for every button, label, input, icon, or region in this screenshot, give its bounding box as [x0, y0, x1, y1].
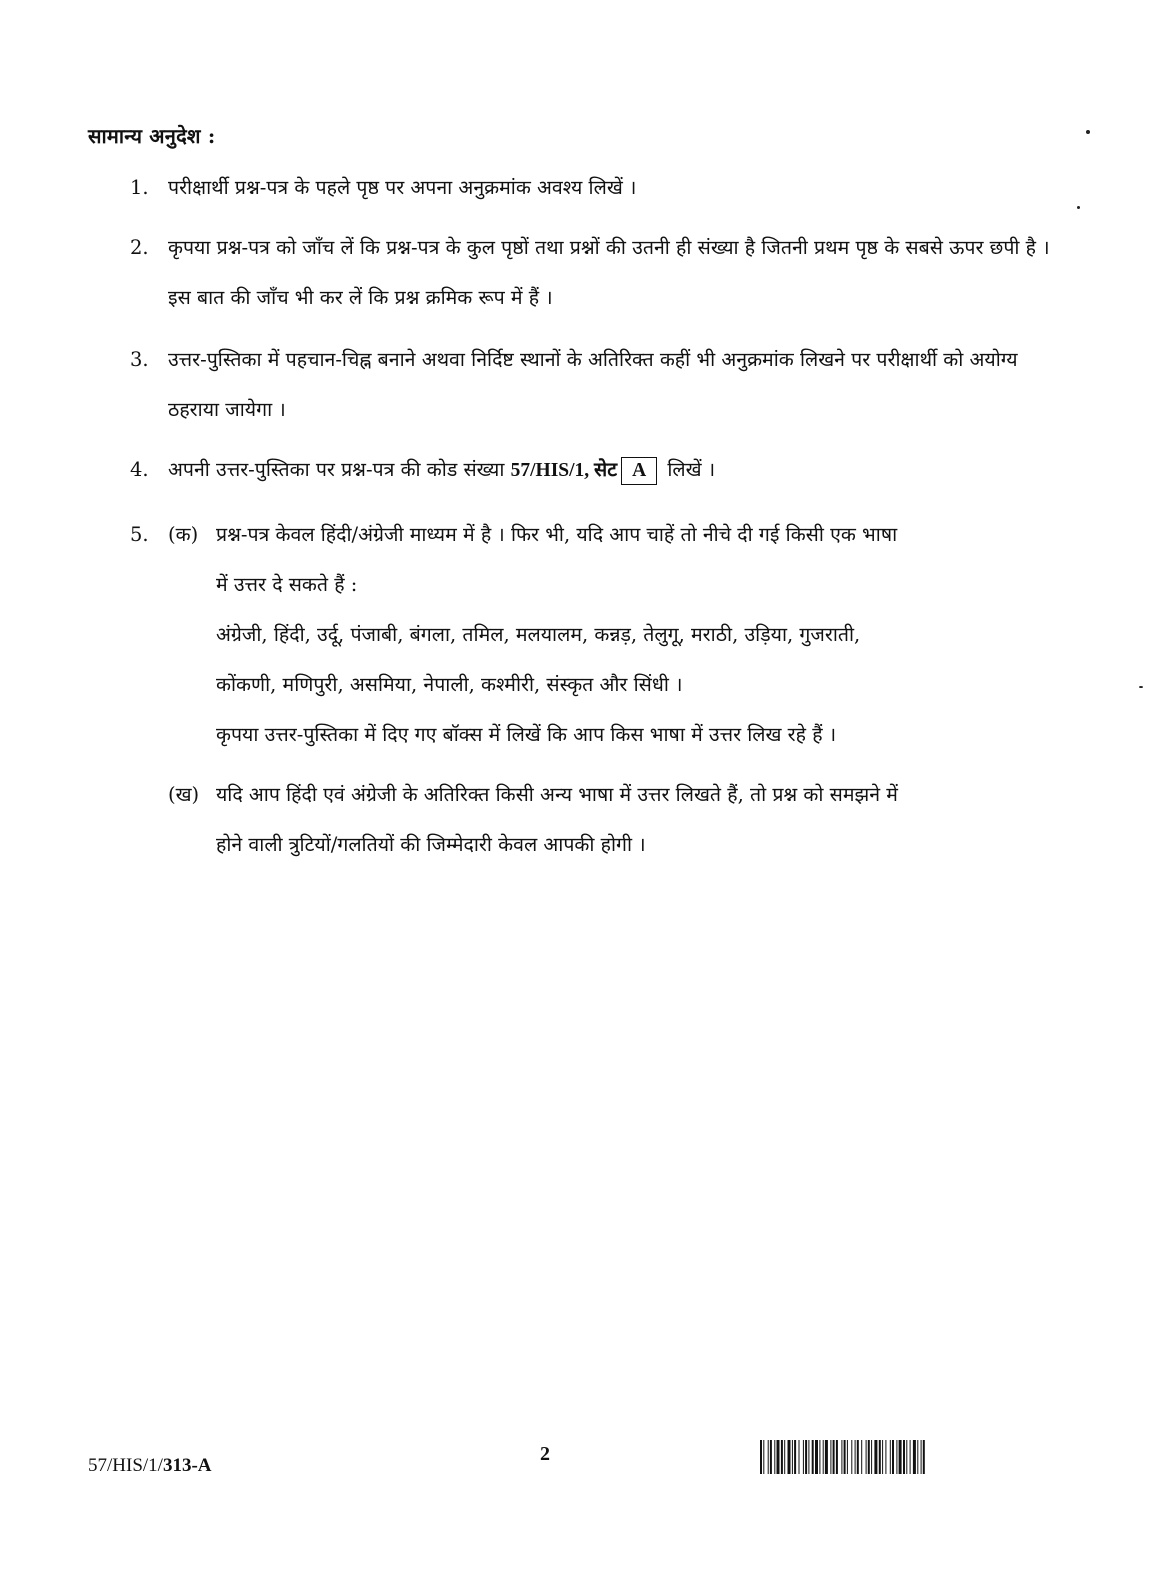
barcode-bar	[851, 1440, 852, 1474]
language-list: कोंकणी, मणिपुरी, असमिया, नेपाली, कश्मीरी, संस्कृत और सिंधी ।	[216, 673, 683, 696]
barcode-bar	[844, 1440, 846, 1474]
instruction-5-part-a	[168, 510, 1050, 760]
instruction-number: 1.	[130, 176, 149, 199]
barcode-bar	[866, 1440, 867, 1474]
barcode-bar	[879, 1440, 881, 1474]
barcode-bar	[819, 1440, 820, 1474]
barcode-bar	[792, 1440, 793, 1474]
page-number: 2	[540, 1443, 550, 1465]
barcode-bar	[841, 1440, 842, 1474]
scan-speck	[1139, 686, 1143, 688]
barcode-bar	[871, 1440, 872, 1474]
part-b-line: होने वाली त्रुटियों/गलतियों की जिम्मेदारी केवल आपकी होगी ।	[216, 833, 646, 856]
barcode-bar	[794, 1440, 796, 1474]
part-label: (ख)	[168, 783, 200, 806]
instruction-text: परीक्षार्थी प्रश्न-पत्र के पहले पृष्ठ पर अपना अनुक्रमांक अवश्य लिखें ।	[168, 176, 637, 199]
barcode-bar	[763, 1440, 764, 1474]
barcode-bar	[784, 1440, 785, 1474]
instruction-number: 3.	[130, 348, 149, 371]
barcode-bar	[899, 1440, 902, 1474]
barcode-bar	[781, 1440, 783, 1474]
barcode-bar	[903, 1440, 905, 1474]
barcode-bar	[774, 1440, 775, 1474]
barcode-bar	[857, 1440, 859, 1474]
barcode-bar	[830, 1440, 831, 1474]
barcode-bar	[825, 1440, 828, 1474]
instruction-4	[130, 445, 1050, 496]
barcode-bar	[874, 1440, 877, 1474]
part-b-line: यदि आप हिंदी एवं अंग्रेजी के अतिरिक्त किसी अन्य भाषा में उत्तर लिखते हैं, तो प्रश्न को समझने में	[216, 783, 898, 806]
barcode-bar	[760, 1440, 762, 1474]
barcode-bar	[855, 1440, 856, 1474]
scan-speck	[1086, 130, 1090, 134]
barcode-bar	[923, 1440, 925, 1474]
barcode-bar	[805, 1440, 807, 1474]
instruction-4-prefix: अपनी उत्तर-पुस्तिका पर प्रश्न-पत्र की कोड संख्या	[168, 458, 505, 481]
language-list: अंग्रेजी, हिंदी, उर्दू, पंजाबी, बंगला, तमिल, मलयालम, कन्नड़, तेलुगू, मराठी, उड़िया, गुजराती,	[216, 623, 861, 646]
barcode-bar	[890, 1440, 891, 1474]
part-a-line: प्रश्न-पत्र केवल हिंदी/अंग्रेजी माध्यम में है । फिर भी, यदि आप चाहें तो नीचे दी गई किसी एक भाषा	[216, 523, 898, 546]
barcode-bar	[788, 1440, 791, 1474]
barcode-bar	[910, 1440, 911, 1474]
paper-code-prefix: 57/HIS/1/	[88, 1455, 163, 1476]
instruction-3	[130, 335, 1050, 435]
instructions-heading: सामान्य अनुदेश :	[88, 124, 216, 148]
part-label: (क)	[168, 523, 199, 546]
instruction-5-part-b	[168, 770, 1050, 870]
barcode-bar	[812, 1440, 814, 1474]
instruction-2	[130, 223, 1050, 323]
part-a-line: में उत्तर दे सकते हैं :	[216, 573, 358, 596]
barcode-bar	[917, 1440, 918, 1474]
barcode-bar	[892, 1440, 894, 1474]
barcode-bar	[815, 1440, 818, 1474]
barcode-bar	[768, 1440, 769, 1474]
barcode-image	[760, 1440, 1050, 1474]
barcode-bar	[913, 1440, 916, 1474]
barcode-bar	[896, 1440, 897, 1474]
barcode-bar	[833, 1440, 835, 1474]
scan-speck	[1077, 206, 1080, 209]
barcode-bar	[823, 1440, 824, 1474]
barcode-bar	[799, 1440, 800, 1474]
instruction-number: 5.	[130, 523, 149, 546]
instruction-text: उत्तर-पुस्तिका में पहचान-चिह्न बनाने अथवा निर्दिष्ट स्थानों के अतिरिक्त कहीं भी अनुक्रमांक लिखने पर परीक्षार्थी को अयोग्य ठहराया जायेगा ।	[168, 348, 1018, 421]
instruction-5	[130, 510, 1050, 870]
instruction-number: 2.	[130, 236, 149, 259]
instruction-text	[168, 510, 1050, 870]
barcode-bar	[921, 1440, 922, 1474]
instruction-1	[130, 163, 1050, 213]
barcode-bar	[868, 1440, 870, 1474]
barcode-bar	[808, 1440, 809, 1474]
barcode-bar	[882, 1440, 883, 1474]
instruction-4-suffix: लिखें ।	[667, 458, 716, 481]
instruction-number: 4.	[130, 458, 149, 481]
barcode-bar	[861, 1440, 862, 1474]
barcode-bar	[885, 1440, 886, 1474]
set-box: A	[621, 457, 657, 485]
instruction-text	[168, 445, 1050, 496]
paper-code	[88, 1455, 212, 1477]
part-a-line: कृपया उत्तर-पुस्तिका में दिए गए बॉक्स में लिखें कि आप किस भाषा में उत्तर लिख रहे हैं ।	[216, 723, 837, 746]
barcode-bar	[770, 1440, 772, 1474]
subject-code: 57/HIS/1, सेट	[510, 460, 618, 481]
barcode-bar	[836, 1440, 838, 1474]
barcode-bar	[906, 1440, 907, 1474]
barcode-bar	[777, 1440, 780, 1474]
barcode-bar	[847, 1440, 848, 1474]
paper-code-bold: 313-A	[162, 1455, 212, 1476]
instruction-text: कृपया प्रश्न-पत्र को जाँच लें कि प्रश्न-पत्र के कुल पृष्ठों तथा प्रश्नों की उतनी ही संख्या है जितनी प्रथम पृष्ठ के सबसे ऊपर छपी है । इस बात की जाँच भी कर लें कि प्रश्न क्रमिक रूप में हैं ।	[168, 236, 1050, 309]
barcode-bar	[803, 1440, 804, 1474]
